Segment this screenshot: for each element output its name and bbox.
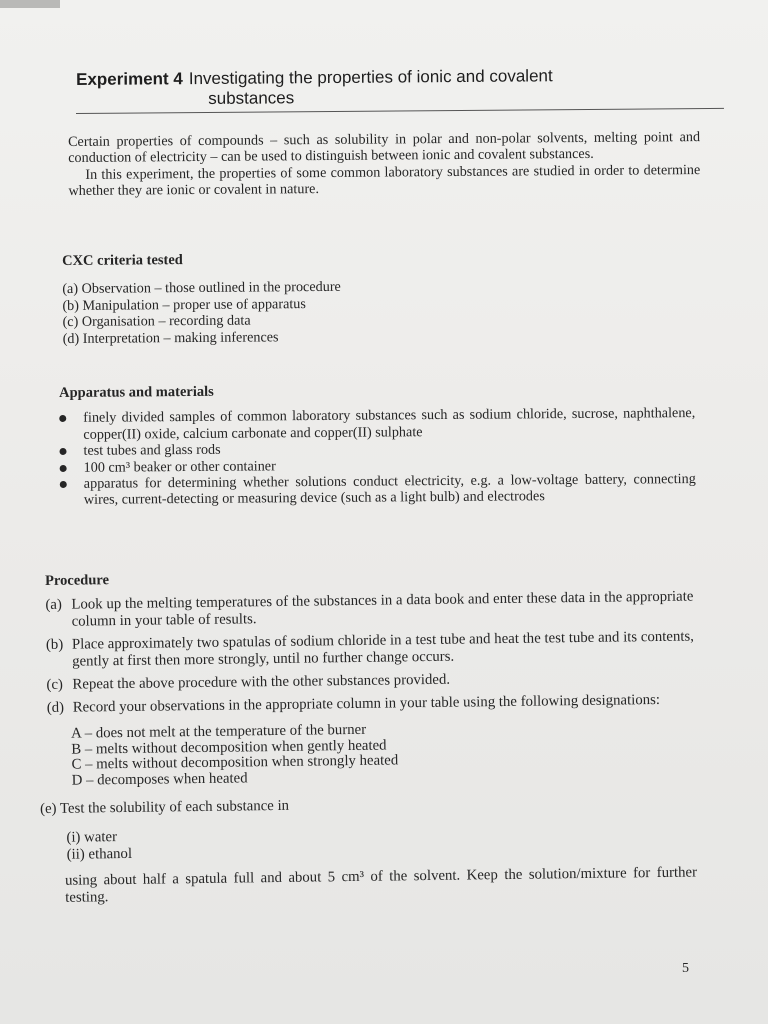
- apparatus-section: [59, 380, 696, 509]
- criteria-heading: CXC criteria tested: [62, 252, 183, 269]
- step-letter: (a): [45, 596, 62, 613]
- page-number: 5: [682, 961, 689, 976]
- scan-corner-mark: [0, 0, 60, 8]
- experiment-title-line1: Investigating the properties of ionic and covalent: [188, 66, 553, 89]
- experiment-title-line2: substances: [208, 88, 295, 108]
- criteria-item: (c) Organisation – recording data: [62, 312, 251, 331]
- step-text: Test the solubility of each substance in: [59, 798, 290, 818]
- criteria-item: (b) Manipulation – proper use of apparatus: [62, 295, 306, 314]
- procedure-step-d: [47, 692, 695, 717]
- solvent-item: (ii) ethanol: [66, 846, 133, 864]
- step-text: Place approximately two spatulas of sodium chloride in a test tube and heat the test tube and its contents, gently at first then more strongly, until no further change occurs.: [71, 628, 694, 670]
- bullet-icon: [59, 415, 66, 422]
- bullet-icon: [60, 481, 67, 488]
- criteria-list: [62, 276, 702, 347]
- apparatus-item: [59, 405, 695, 443]
- step-text: Record your observations in the appropriate column in your table using the following designations:: [72, 691, 661, 716]
- apparatus-item-text: finely divided samples of common laboratory substances such as sodium chloride, sucrose, naphthalene, copper(II) oxide, calcium carbonate and copper(II) sulphate: [83, 405, 696, 443]
- procedure-step-a: [45, 589, 693, 631]
- step-text: Look up the melting temperatures of the substances in a data book and enter these data in the appropriate column in your table of results.: [71, 588, 694, 630]
- procedure-step-e: [40, 793, 696, 819]
- apparatus-heading: Apparatus and materials: [59, 383, 214, 401]
- introduction: [68, 129, 700, 200]
- procedure-section: [39, 565, 698, 908]
- procedure-step-c: [46, 669, 694, 694]
- step-letter: (b): [45, 636, 64, 653]
- apparatus-list: [59, 405, 696, 508]
- designation-item: A – does not melt at the temperature of the burner: [71, 721, 367, 742]
- step-e-continuation: using about half a spatula full and about 5 cm³ of the solvent. Keep the solution/mixture for further testing.: [64, 864, 698, 907]
- step-letter: (e): [39, 801, 57, 818]
- bullet-icon: [60, 465, 67, 472]
- bullet-icon: [59, 448, 66, 455]
- apparatus-item-text: 100 cm³ beaker or other container: [83, 457, 276, 476]
- procedure-step-b: [46, 629, 694, 671]
- experiment-label: Experiment 4: [76, 69, 183, 89]
- solvent-item: (i) water: [66, 829, 118, 847]
- designation-item: B – melts without decomposition when gently heated: [71, 737, 387, 758]
- experiment-title: [76, 65, 716, 110]
- designation-list: [47, 719, 696, 790]
- apparatus-item: [60, 471, 696, 509]
- step-text: Repeat the above procedure with the other substances provided.: [72, 671, 451, 693]
- intro-paragraph-2: In this experiment, the properties of some common laboratory substances are studied in order to determine whether they are ionic or covalent in nature.: [68, 161, 701, 200]
- intro-paragraph-1: Certain properties of compounds – such as solubility in polar and non-polar solvents, melting point and conduction of electricity – can be used to distinguish between ionic and covalent substances.: [68, 129, 701, 167]
- designation-item: D – decomposes when heated: [71, 770, 248, 789]
- step-letter: (d): [46, 699, 65, 716]
- designation-item: C – melts without decomposition when strongly heated: [71, 752, 399, 773]
- criteria-item: (a) Observation – those outlined in the procedure: [62, 279, 341, 298]
- procedure-heading: Procedure: [45, 572, 110, 589]
- criteria-item: (d) Interpretation – making inferences: [62, 328, 279, 347]
- step-letter: (c): [46, 676, 64, 693]
- apparatus-item-text: test tubes and glass rods: [83, 441, 221, 460]
- apparatus-item-text: apparatus for determining whether solutions conduct electricity, e.g. a low-voltage battery, connecting wires, current-detecting or measuring device (such as a light bulb) and electrodes: [83, 471, 696, 509]
- criteria-section: [62, 248, 703, 347]
- solvent-list: [48, 822, 696, 864]
